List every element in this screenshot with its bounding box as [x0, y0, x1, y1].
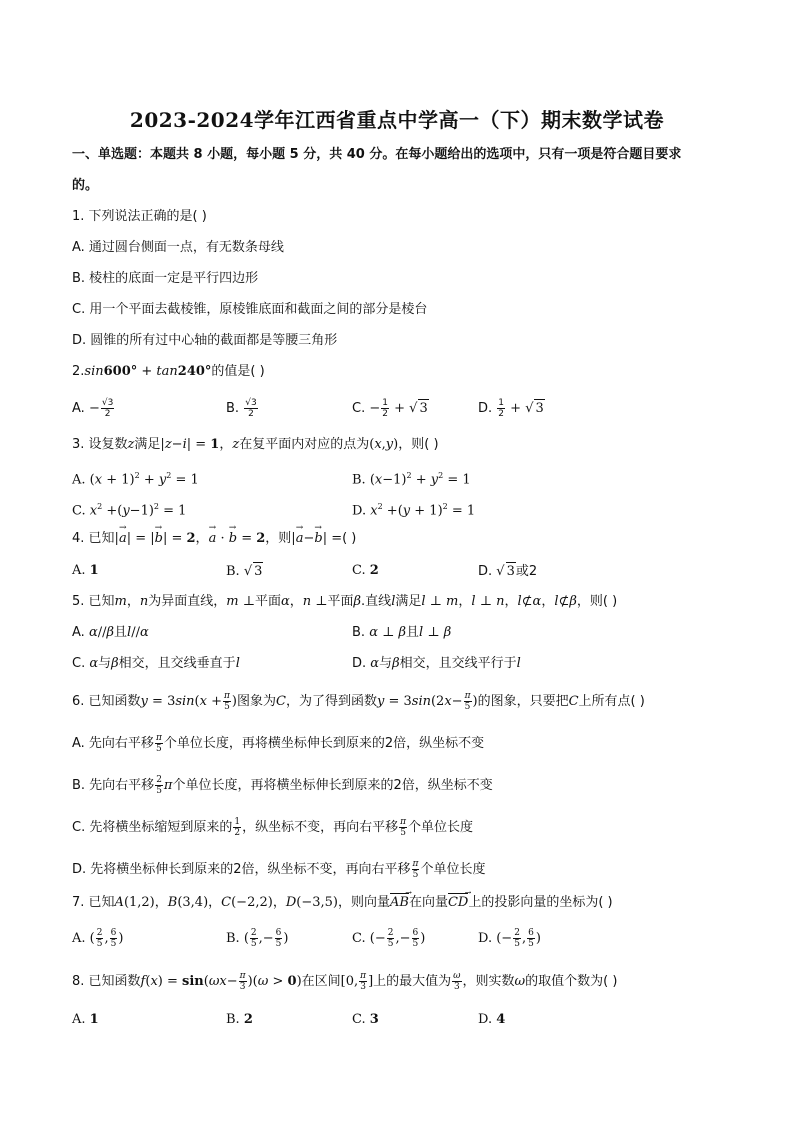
question-4-stem: 4. 已知|→ a| = |→ b| = 2，→ a · → b = 2，则|→ a−→ b| =( ) [72, 530, 356, 548]
question-1-option-d: D. 圆锥的所有过中心轴的截面都是等腰三角形 [72, 333, 338, 348]
question-3-option-d: D. $x^2 +(y + 1)^2 = 1$ [352, 502, 476, 519]
question-3-option-a: A. $(x + 1)^2 + y^2 = 1$ [72, 471, 199, 488]
question-4-option-d: D. √ 3或2 [478, 564, 538, 579]
question-5-stem: 5. 已知m，n为异面直线，m ⊥平面α，n ⊥平面β.直线l满足l ⊥ m，l ⊥ n，l⊄α，l⊄β，则( ) [72, 594, 618, 609]
question-4-option-c: C. 2 [352, 563, 379, 578]
question-2-option-b: B. $\frac{√3}{2}$ [226, 398, 257, 419]
question-2-option-a: A. − $\frac{√3}{2}$ [72, 398, 114, 419]
question-8-option-b: B. 2 [226, 1012, 253, 1027]
question-7-option-b: B. ( $\frac{2}{5}$ ,− $\frac{6}{5}$ ) [226, 928, 289, 949]
question-5-option-d: D. α与β相交，且交线平行于l [352, 656, 521, 671]
question-6-option-a: A. 先向右平移 $\frac{\pi}{5}$ 个单位长度，再将横坐标伸长到原来的2倍，纵坐标不变 [72, 733, 485, 754]
question-6-option-d: D. 先将横坐标伸长到原来的2倍，纵坐标不变，再向右平移 $\frac{\pi}{5}$ 个单位长度 [72, 859, 486, 880]
exam-title: 2023-2024学年江西省重点中学高一（下）期末数学试卷 [129, 108, 665, 132]
question-6-stem: 6. 已知函数y = 3sin(x + $\frac{\pi}{5}$ )图象为C，为了得到函数y = 3sin(2x− $\frac{\pi}{5}$ )的图象，只要把C上所有点( ) [72, 691, 645, 712]
question-4-option-a: A. 1 [72, 563, 99, 578]
question-6-option-b: B. 先向右平移 $\frac{2}{5}$ π个单位长度，再将横坐标伸长到原来的2倍，纵坐标不变 [72, 775, 493, 796]
question-6-option-c: C. 先将横坐标缩短到原来的 $\frac{1}{2}$ ，纵坐标不变，再向右平移 $\frac{\pi}{5}$ 个单位长度 [72, 817, 474, 838]
question-1-option-c: C. 用一个平面去截棱锥，原棱锥底面和截面之间的部分是棱台 [72, 302, 428, 317]
question-5-option-b: B. α ⊥ β且l ⊥ β [352, 625, 452, 640]
question-1-option-b: B. 棱柱的底面一定是平行四边形 [72, 271, 259, 286]
question-7-option-a: A. ( $\frac{2}{5}$ , $\frac{6}{5}$ ) [72, 928, 124, 949]
question-2-option-d: D. $\frac{1}{2}$ + √ 3 [478, 398, 544, 419]
question-7-option-d: D. (− $\frac{2}{5}$ , $\frac{6}{5}$ ) [478, 928, 541, 949]
question-3-option-b: B. $(x-1)^2 + y^2 = 1$ [352, 471, 471, 488]
question-7-option-c: C. (− $\frac{2}{5}$ ,− $\frac{6}{5}$ ) [352, 928, 426, 949]
question-8-option-a: A. 1 [72, 1012, 99, 1027]
question-2-stem: 2.sin600° + tan240°的值是( ) [72, 364, 265, 379]
question-4-option-b: B. √ 3 [226, 564, 263, 579]
question-8-option-c: C. 3 [352, 1012, 379, 1027]
question-8-option-d: D. 4 [478, 1012, 506, 1027]
question-3-option-c: C. $x^2 +(y-1)^2 = 1$ [72, 502, 187, 519]
section-instructions-line2: 的。 [72, 178, 99, 193]
question-1-option-a: A. 通过圆台侧面一点，有无数条母线 [72, 240, 284, 255]
question-8-stem: 8. 已知函数f(x) = sin(ωx− $\frac{\pi}{3}$ )(ω > 0)在区间[0, $\frac{\pi}{3}$ ]上的最大值为 $\frac{\omega}{3}$ ，则实数ω的取值个数为( ) [72, 971, 618, 992]
question-2-option-c: C. − $\frac{1}{2}$ + √ 3 [352, 398, 428, 419]
question-5-option-c: C. α与β相交，且交线垂直于l [72, 656, 240, 671]
question-7-stem: 7. 已知A(1,2)，B(3,4)，C(−2,2)，D(−3,5)，则向量AB →在向量CD →上的投影向量的坐标为( ) [72, 894, 613, 912]
question-5-option-a: A. α//β且l//α [72, 625, 149, 640]
question-1-stem: 1. 下列说法正确的是( ) [72, 209, 207, 224]
section-instructions-line1: 一、单选题：本题共 8 小题，每小题 5 分，共 40 分。在每小题给出的选项中，只有一项是符合题目要求 [72, 147, 682, 162]
question-3-stem: 3. 设复数z满足|z−i| = 1，z在复平面内对应的点为(x,y)，则( ) [72, 437, 439, 452]
